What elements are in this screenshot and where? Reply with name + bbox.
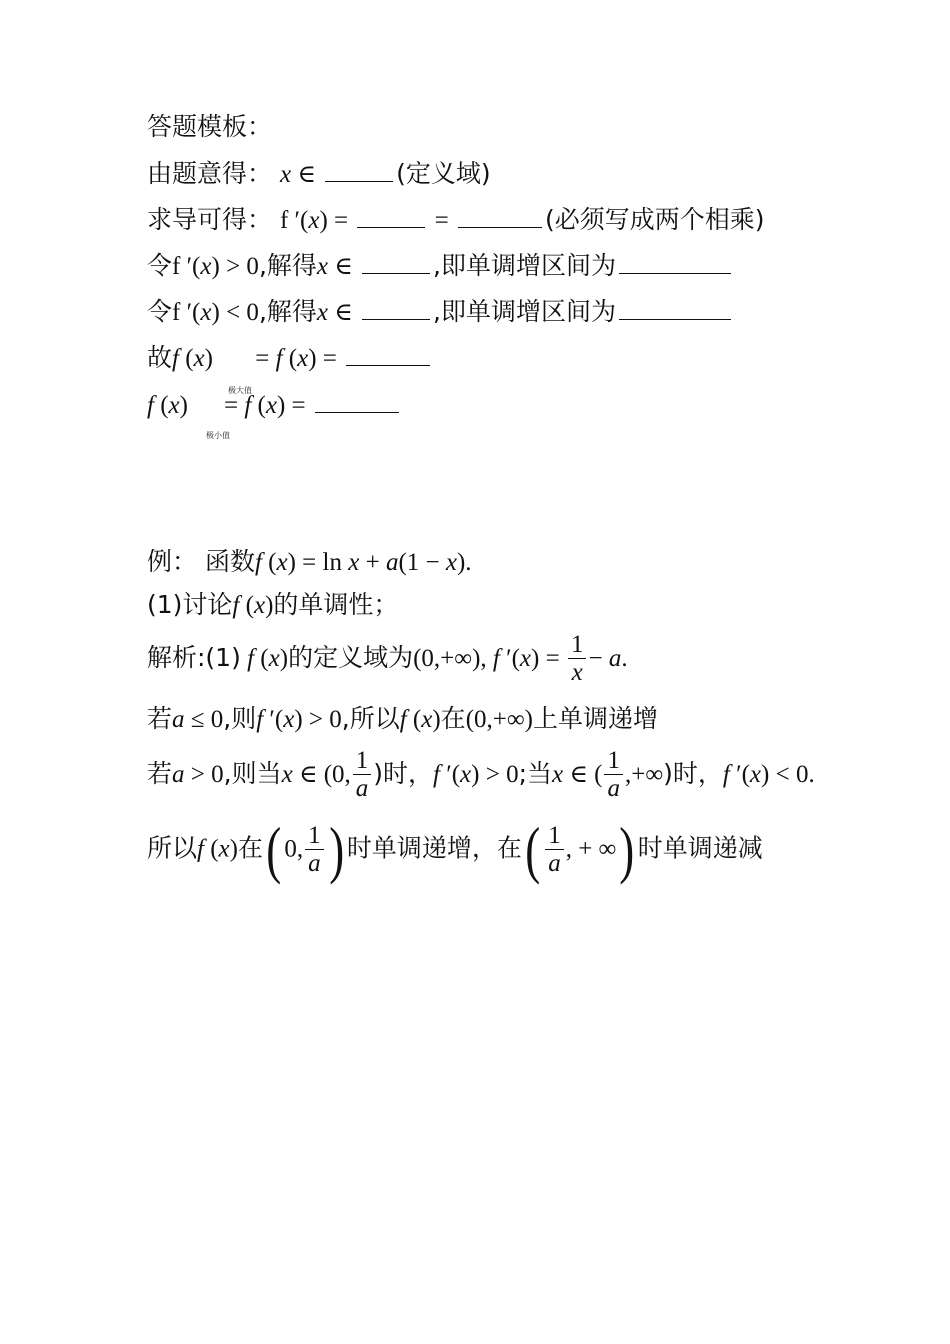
case1-so: ,所以 [341, 704, 400, 733]
template-line-conclusion [147, 343, 433, 374]
math-fx: f [240, 645, 255, 672]
math-fprime: f ′(x) = [279, 207, 355, 234]
case1-suffix: 上单调递增 [533, 704, 659, 733]
math-plus-inf: ,+∞ [624, 761, 664, 788]
math-fprime-lt: f ′(x) < 0 [172, 299, 259, 326]
case2-when: ;当 [518, 759, 553, 788]
math-paren: (x) = [251, 392, 312, 419]
math-fx: f (x) [197, 835, 238, 863]
template-line-extremum [147, 390, 402, 421]
math-x: x [279, 161, 292, 188]
math-eq: = [248, 345, 276, 372]
math-fx: f [244, 392, 252, 419]
line1-suffix: (定义域) [396, 159, 491, 188]
math-fx: f [147, 392, 154, 419]
math-fx: f [172, 345, 179, 372]
math-paren: (x) [239, 592, 274, 619]
math-fprime-gt: f ′(x) > 0 [256, 706, 342, 733]
case2-time2: )时， [663, 759, 723, 788]
line2-suffix: (必须写成两个相乘) [545, 205, 765, 234]
line2-prefix: 求导可得： [147, 205, 273, 234]
part1-suffix: 的单调性； [273, 590, 399, 619]
line4-suffix: ,即单调增区间为 [433, 297, 616, 326]
solution-case2 [147, 748, 815, 803]
math-x-in: x ∈ ( [552, 761, 603, 788]
solution-domain-text: 的定义域为 [288, 643, 414, 672]
case1-in: 在 [440, 704, 466, 733]
solution-line1 [147, 632, 628, 687]
answer-blank [458, 205, 542, 228]
fraction-1-over-a: $\frac{1}{a}$ [305, 823, 324, 878]
fraction-1-over-a: $\frac{1}{a}$ [545, 823, 564, 878]
line4-prefix: 令 [147, 297, 173, 326]
line3-suffix: ,即单调增区间为 [433, 251, 616, 280]
math-fprime-lt: f ′(x) < 0. [722, 761, 815, 788]
conclusion-in: 在 [237, 833, 263, 863]
math-paren: (x) [254, 645, 289, 672]
answer-blank [346, 343, 430, 366]
template-line-domain [147, 159, 491, 190]
answer-blank [619, 251, 731, 274]
line5-prefix: 故 [147, 343, 173, 372]
math-fprime-gt: f ′(x) > 0 [172, 253, 259, 280]
case1-then: ,则 [223, 704, 257, 733]
math-x: x [316, 253, 328, 280]
math-eq: = [223, 392, 245, 419]
answer-blank [357, 205, 425, 228]
fraction-1-over-a: $\frac{1}{a}$ [604, 748, 623, 803]
math-minus-a: − a. [588, 645, 628, 672]
template-line-decreasing [147, 297, 734, 328]
math-in: ∈ [328, 253, 360, 280]
math-fx: f [254, 549, 262, 576]
math-paren: (x) = [282, 345, 344, 372]
heading-text: 答题模板： [147, 112, 273, 141]
case2-then: ,则当 [223, 759, 282, 788]
conclusion-increasing: 时单调递增，在 [346, 833, 522, 863]
math-in: ∈ [328, 299, 360, 326]
math-eq: = [428, 207, 455, 234]
part1-prefix: (1)讨论 [147, 590, 233, 619]
math-interval: (0,+∞) [465, 706, 534, 733]
example-intro [147, 547, 472, 578]
answer-blank [362, 251, 430, 274]
math-fx: f [275, 345, 283, 372]
fraction-1-over-x: $\frac{1}{x}$ [568, 632, 587, 687]
case2-time: )时， [373, 759, 434, 788]
template-line-derivative [147, 205, 765, 236]
math-function: (x) = ln x + a(1 − x). [261, 549, 472, 576]
solution-prefix: 解析:(1) [147, 643, 241, 672]
solution-case1 [147, 704, 658, 735]
math-fprime-gt: f ′(x) > 0 [433, 761, 519, 788]
answer-blank [315, 390, 399, 413]
math-zero: 0, [284, 835, 304, 863]
conclusion-prefix: 所以 [147, 833, 198, 863]
math-plus-inf: , + ∞ [565, 835, 617, 863]
line3-prefix: 令 [147, 251, 173, 280]
math-fx: f (x) [399, 706, 441, 733]
math-x: x [316, 299, 328, 326]
right-paren: ) [328, 814, 344, 885]
line3-mid: ,解得 [258, 251, 317, 280]
case2-prefix: 若 [147, 759, 173, 788]
example-prefix: 例： 函数 [147, 547, 255, 576]
math-paren: (x) [178, 345, 213, 372]
answer-blank [325, 159, 393, 182]
conclusion-decreasing: 时单调递减 [637, 833, 763, 863]
fraction-1-over-a: $\frac{1}{a}$ [353, 748, 372, 803]
answer-blank [619, 297, 731, 320]
math-domain: (0,+∞), f ′(x) = [413, 645, 566, 672]
answer-blank [362, 297, 430, 320]
template-heading [147, 112, 272, 142]
template-line-increasing [147, 251, 734, 282]
max-value-label: 极大值 [228, 386, 252, 395]
right-paren: ) [619, 814, 635, 885]
math-cond: a ≤ 0 [172, 706, 224, 733]
math-paren: (x) [153, 392, 188, 419]
example-part1 [147, 590, 398, 621]
solution-conclusion [147, 814, 763, 885]
min-value-label: 极小值 [206, 431, 230, 440]
case1-prefix: 若 [147, 704, 173, 733]
math-cond: a > 0 [172, 761, 224, 788]
math-in: ∈ [291, 161, 323, 188]
left-paren: ( [525, 814, 541, 885]
line1-prefix: 由题意得： [147, 159, 273, 188]
math-fx: f [232, 592, 240, 619]
left-paren: ( [266, 814, 282, 885]
math-x-in: x ∈ (0, [281, 761, 351, 788]
line4-mid: ,解得 [258, 297, 317, 326]
